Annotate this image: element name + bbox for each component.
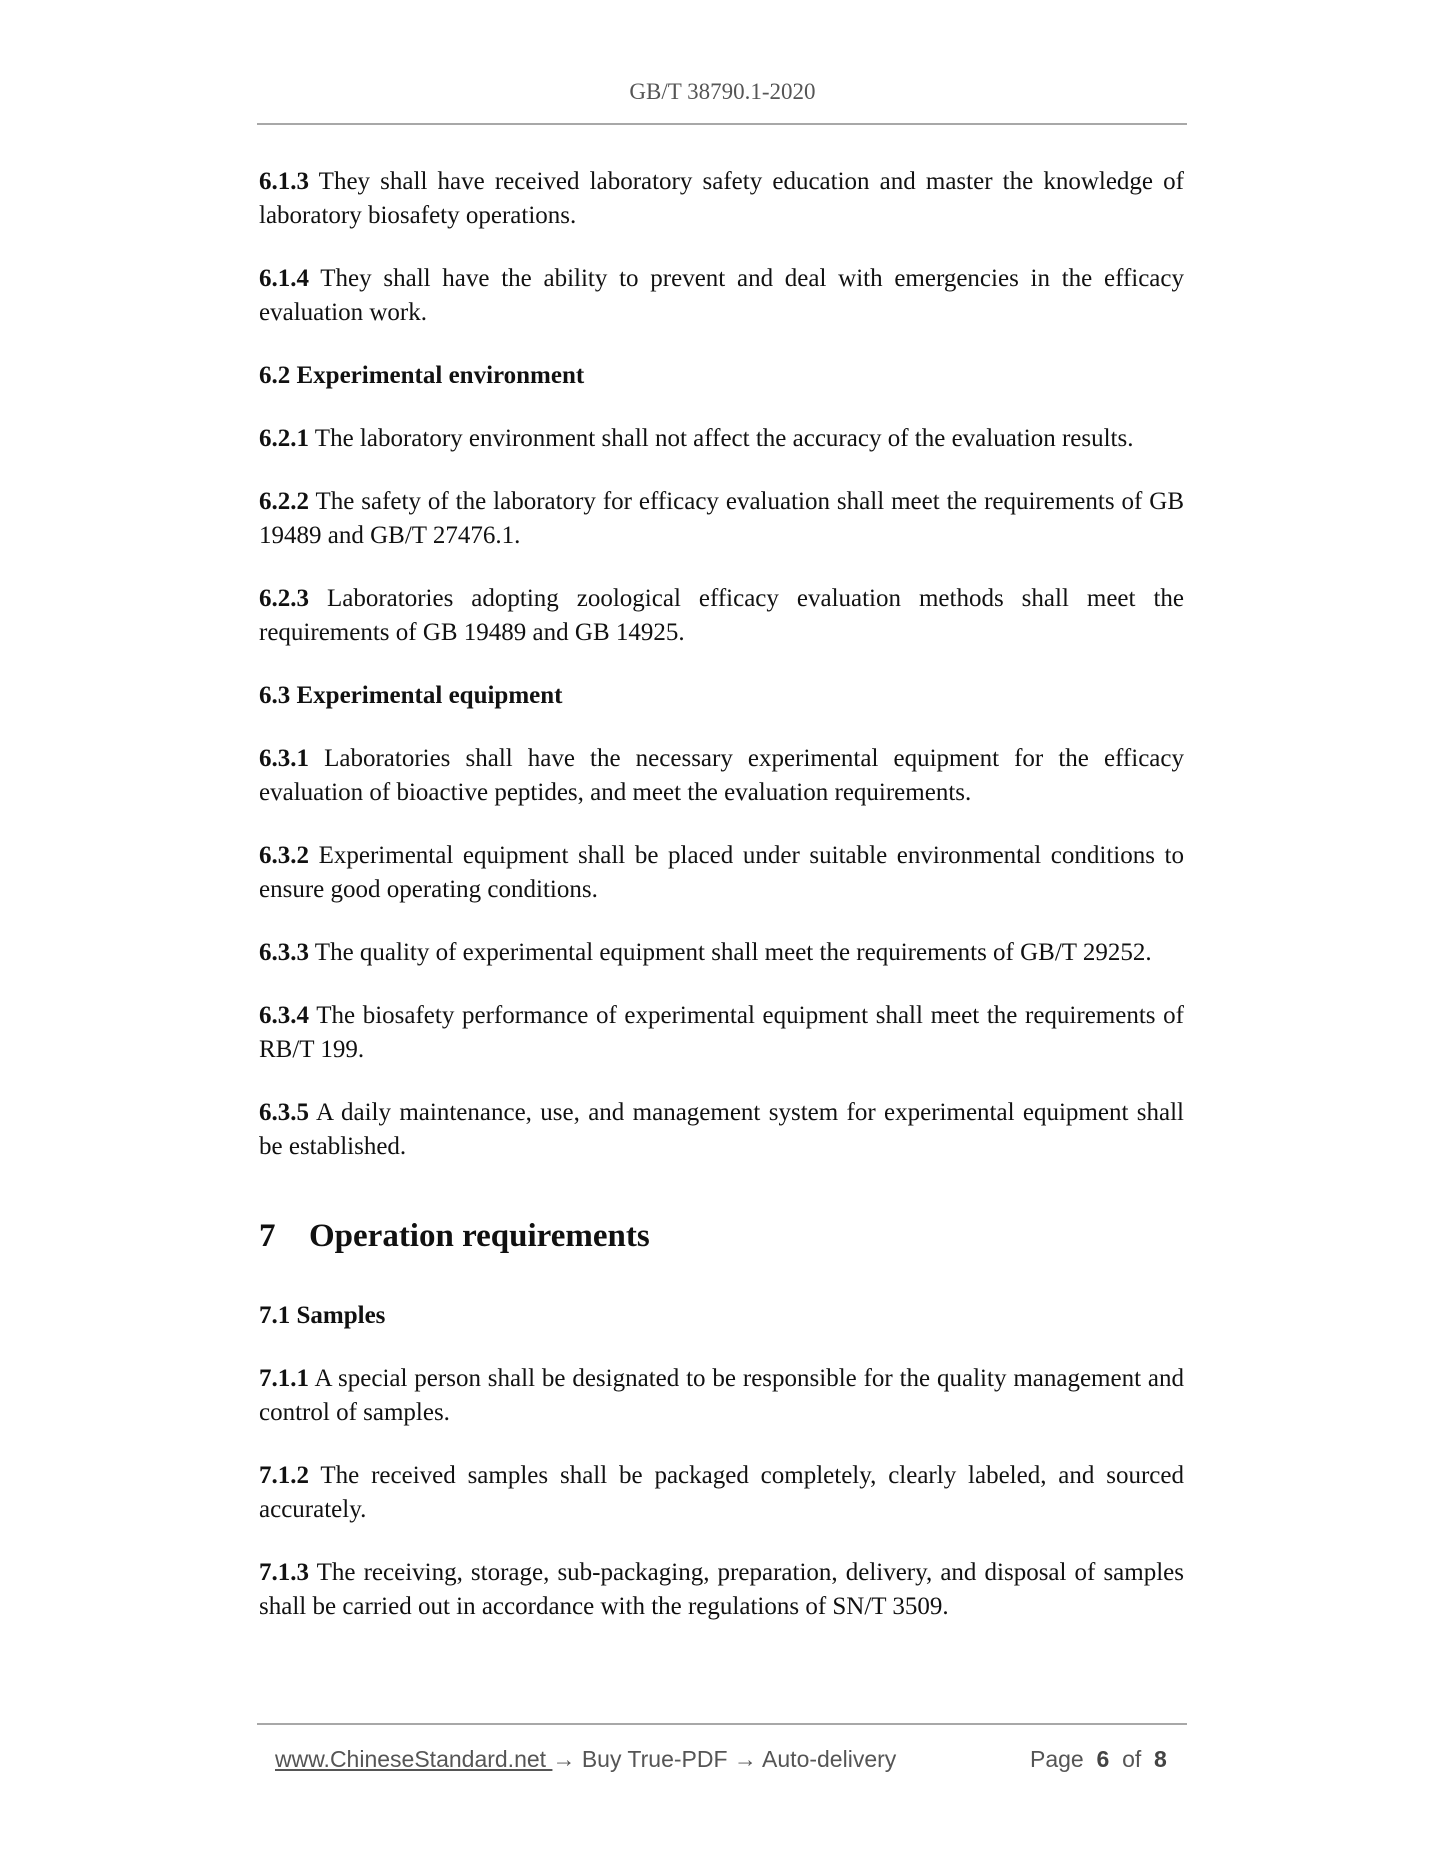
- clause-6-2-2: [259, 485, 1184, 553]
- clause-text: They shall have the ability to prevent and deal with emergencies in the efficacy evaluation work.: [259, 265, 1184, 326]
- clause-6-3-3: [259, 936, 1184, 970]
- of-label: of: [1122, 1746, 1142, 1772]
- clause-number: 6.3.5: [259, 1099, 309, 1126]
- clause-number: 7.1.3: [259, 1559, 309, 1586]
- clause-number: 6.3.4: [259, 1002, 309, 1029]
- clause-number: 6.3.3: [259, 939, 309, 966]
- total-page-count: 8: [1154, 1746, 1167, 1772]
- chapter-title: Operation requirements: [309, 1218, 650, 1254]
- clause-text: Laboratories shall have the necessary experimental equipment for the efficacy evaluation of bioactive peptides, and meet the evaluation requirements.: [259, 745, 1184, 806]
- clause-number: 6.3.1: [259, 745, 309, 772]
- arrow-right-icon: →: [552, 1746, 576, 1772]
- clause-number: 6.2.2: [259, 488, 309, 515]
- clause-number: 7.1.2: [259, 1462, 309, 1489]
- clause-text: They shall have received laboratory safety education and master the knowledge of laboratory biosafety operations.: [259, 168, 1184, 229]
- page-indicator: [1030, 1744, 1167, 1774]
- clause-6-3-2: [259, 839, 1184, 907]
- footer-divider: [257, 1723, 1187, 1725]
- clause-text: The safety of the laboratory for efficacy evaluation shall meet the requirements of GB 19489 and GB/T 27476.1.: [259, 488, 1184, 549]
- clause-text: A special person shall be designated to be responsible for the quality management and control of samples.: [259, 1365, 1184, 1426]
- section-heading-6-2: 6.2 Experimental environment: [259, 362, 585, 389]
- clause-text: The quality of experimental equipment shall meet the requirements of GB/T 29252.: [309, 939, 1152, 966]
- clause-6-3-4: [259, 999, 1184, 1067]
- clause-number: 6.3.2: [259, 842, 309, 869]
- chinesestandard-link[interactable]: www.ChineseStandard.net: [275, 1746, 553, 1772]
- clause-6-1-4: [259, 262, 1184, 330]
- document-body: [259, 165, 1184, 1653]
- clause-6-2-3: [259, 582, 1184, 650]
- buy-true-pdf-text: Buy True-PDF: [575, 1746, 734, 1772]
- clause-7-1-3: [259, 1556, 1184, 1624]
- clause-6-1-3: [259, 165, 1184, 233]
- auto-delivery-text: Auto-delivery: [756, 1746, 897, 1772]
- clause-text: The biosafety performance of experimental equipment shall meet the requirements of RB/T 199.: [259, 1002, 1184, 1063]
- current-page-number: 6: [1096, 1746, 1110, 1772]
- page-footer: [275, 1744, 1175, 1774]
- clause-text: A daily maintenance, use, and management system for experimental equipment shall be established.: [259, 1099, 1184, 1160]
- arrow-right-icon: →: [733, 1746, 757, 1772]
- clause-text: The receiving, storage, sub-packaging, preparation, delivery, and disposal of samples shall be carried out in accordance with the regulations of SN/T 3509.: [259, 1559, 1184, 1620]
- header-divider: [257, 123, 1187, 125]
- clause-number: 7.1.1: [259, 1365, 309, 1392]
- clause-text: The laboratory environment shall not affect the accuracy of the evaluation results.: [309, 425, 1134, 452]
- chapter-heading-7: [259, 1216, 1184, 1256]
- clause-6-3-5: [259, 1096, 1184, 1164]
- page-label: Page: [1030, 1746, 1084, 1772]
- clause-number: 6.2.1: [259, 425, 309, 452]
- clause-number: 6.2.3: [259, 585, 309, 612]
- clause-text: The received samples shall be packaged completely, clearly labeled, and sourced accurately.: [259, 1462, 1184, 1523]
- clause-number: 6.1.3: [259, 168, 309, 195]
- page-header-standard-code: GB/T 38790.1-2020: [629, 79, 816, 104]
- clause-7-1-1: [259, 1362, 1184, 1430]
- clause-text: Experimental equipment shall be placed under suitable environmental conditions to ensure good operating conditions.: [259, 842, 1184, 903]
- clause-6-2-1: [259, 422, 1184, 456]
- clause-number: 6.1.4: [259, 265, 309, 292]
- section-heading-7-1: 7.1 Samples: [259, 1302, 386, 1329]
- section-heading-6-3: 6.3 Experimental equipment: [259, 682, 563, 709]
- clause-text: Laboratories adopting zoological efficacy evaluation methods shall meet the requirements of GB 19489 and GB 14925.: [259, 585, 1184, 646]
- clause-6-3-1: [259, 742, 1184, 810]
- clause-7-1-2: [259, 1459, 1184, 1527]
- chapter-number: 7: [259, 1218, 276, 1254]
